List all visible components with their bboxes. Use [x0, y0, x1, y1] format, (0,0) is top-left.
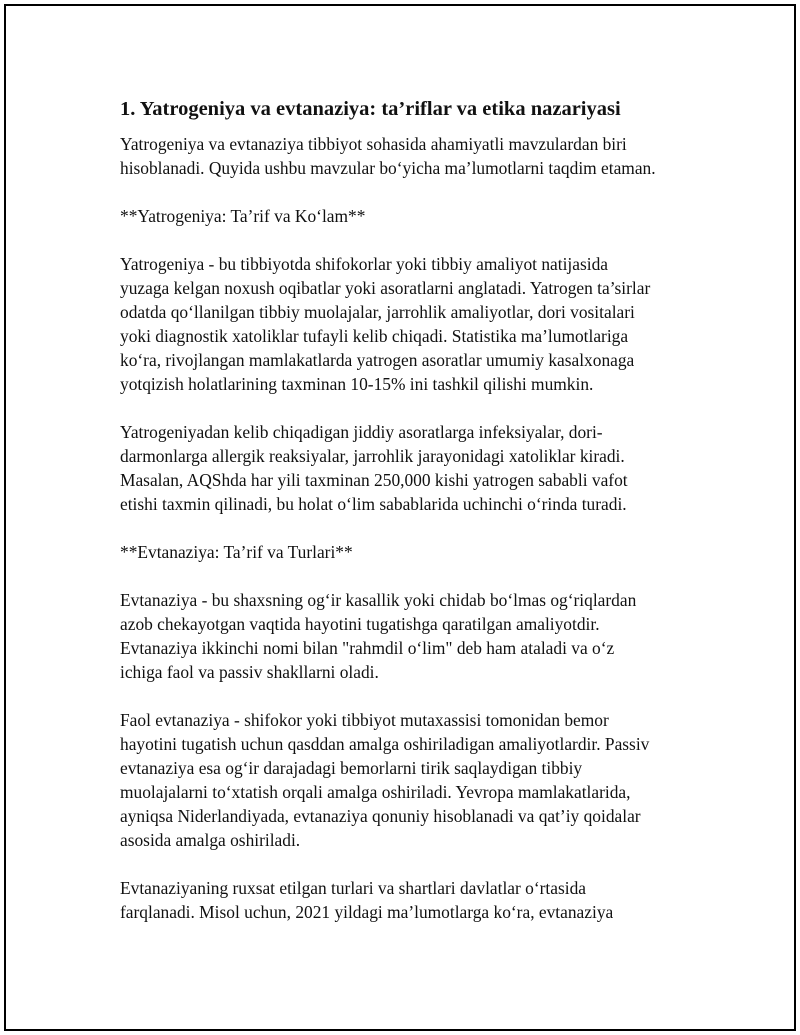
text-line: Faol evtanaziya - shifokor yoki tibbiyot mutaxassisi tomonidan bemor	[120, 710, 609, 730]
text-line: **Evtanaziya: Ta’rif va Turlari**	[120, 542, 353, 562]
text-line: farqlanadi. Misol uchun, 2021 yildagi ma’lumotlarga ko‘ra, evtanaziya	[120, 902, 614, 922]
text-line: ichiga faol va passiv shakllarni oladi.	[120, 662, 379, 682]
paragraphs	[120, 132, 680, 924]
text-line: ko‘ra, rivojlangan mamlakatlarda yatrogen asoratlar umumiy kasalxonaga	[120, 350, 635, 370]
document-title: 1. Yatrogeniya va evtanaziya: ta’riflar va etika nazariyasi	[120, 98, 621, 120]
document-page	[4, 4, 796, 1031]
text-line: Evtanaziyaning ruxsat etilgan turlari va shartlari davlatlar o‘rtasida	[120, 878, 586, 898]
text-line: odatda qo‘llanilgan tibbiy muolajalar, jarrohlik amaliyotlar, dori vositalari	[120, 302, 635, 322]
text-line: Yatrogeniya va evtanaziya tibbiyot sohasida ahamiyatli mavzulardan biri	[120, 134, 627, 154]
paragraph	[120, 132, 680, 180]
paragraph	[120, 876, 680, 924]
paragraph	[120, 204, 680, 228]
text-line: Yatrogeniyadan kelib chiqadigan jiddiy asoratlarga infeksiyalar, dori-	[120, 422, 603, 442]
paragraph	[120, 708, 680, 852]
text-line: Yatrogeniya - bu tibbiyotda shifokorlar yoki tibbiy amaliyot natijasida	[120, 254, 608, 274]
text-line: hayotini tugatish uchun qasddan amalga oshiriladigan amaliyotlardir. Passiv	[120, 734, 650, 754]
text-line: muolajalarni to‘xtatish orqali amalga oshiriladi. Yevropa mamlakatlarida,	[120, 782, 631, 802]
text-line: yoki diagnostik xatoliklar tufayli kelib chiqadi. Statistika ma’lumotlariga	[120, 326, 629, 346]
text-line: evtanaziya esa og‘ir darajadagi bemorlarni tirik saqlaydigan tibbiy	[120, 758, 583, 778]
paragraph	[120, 540, 680, 564]
text-line: **Yatrogeniya: Ta’rif va Ko‘lam**	[120, 206, 366, 226]
text-line: Masalan, AQShda har yili taxminan 250,000 kishi yatrogen sababli vafot	[120, 470, 628, 490]
text-line: azob chekayotgan vaqtida hayotini tugatishga qaratilgan amaliyotdir.	[120, 614, 600, 634]
text-line: hisoblanadi. Quyida ushbu mavzular bo‘yicha ma’lumotlarni taqdim etaman.	[120, 158, 656, 178]
text-line: etishi taxmin qilinadi, bu holat o‘lim sabablarida uchinchi o‘rinda turadi.	[120, 494, 627, 514]
paragraph	[120, 420, 680, 516]
document-content	[120, 96, 680, 948]
text-line: Evtanaziya - bu shaxsning og‘ir kasallik yoki chidab bo‘lmas og‘riqlardan	[120, 590, 637, 610]
paragraph	[120, 252, 680, 396]
text-line: Evtanaziya ikkinchi nomi bilan "rahmdil o‘lim" deb ham ataladi va o‘z	[120, 638, 615, 658]
text-line: yuzaga kelgan noxush oqibatlar yoki asoratlarni anglatadi. Yatrogen ta’sirlar	[120, 278, 651, 298]
text-line: ayniqsa Niderlandiyada, evtanaziya qonuniy hisoblanadi va qat’iy qoidalar	[120, 806, 641, 826]
text-line: darmonlarga allergik reaksiyalar, jarrohlik jarayonidagi xatoliklar kiradi.	[120, 446, 625, 466]
text-line: asosida amalga oshiriladi.	[120, 830, 301, 850]
paragraph	[120, 588, 680, 684]
text-line: yotqizish holatlarining taxminan 10-15% ini tashkil qilishi mumkin.	[120, 374, 594, 394]
